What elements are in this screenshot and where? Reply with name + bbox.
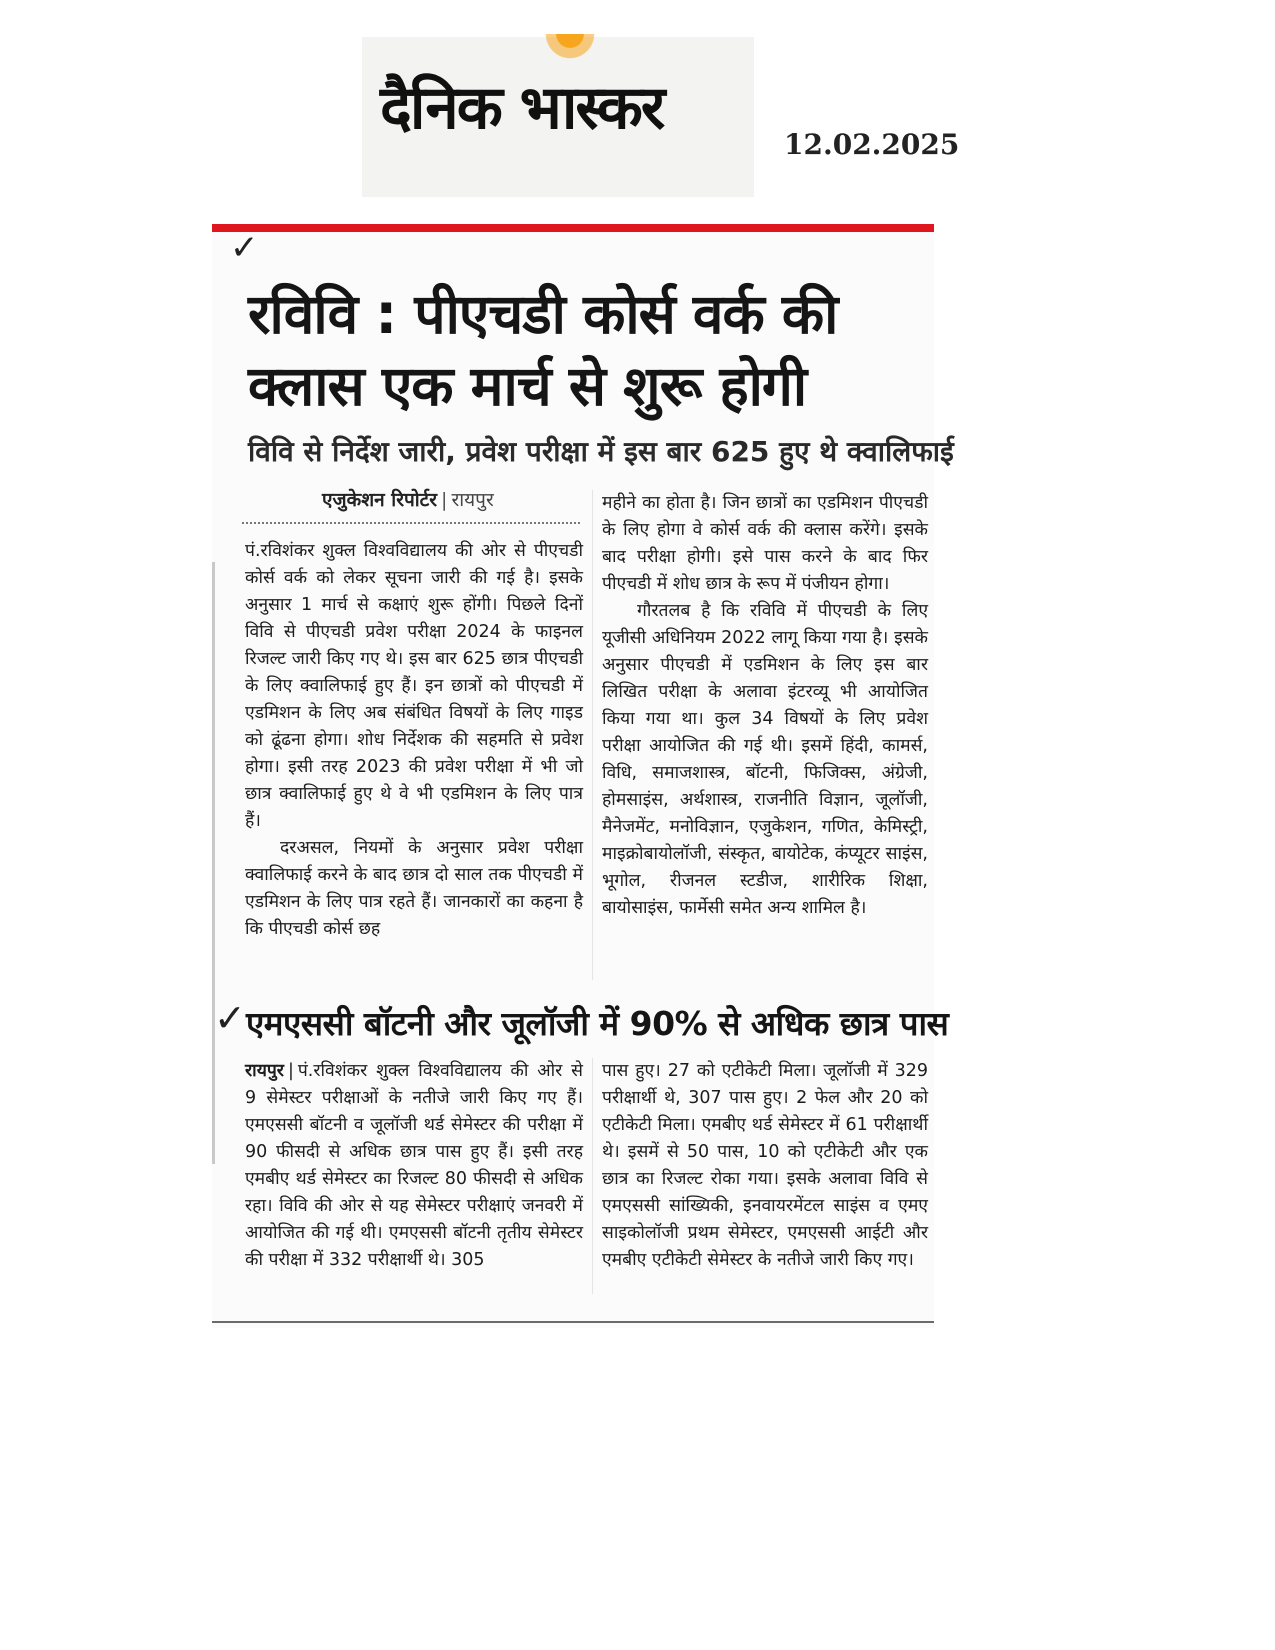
article1-subhead: विवि से निर्देश जारी, प्रवेश परीक्षा में इस बार 625 हुए थे क्वालिफाई: [248, 435, 954, 468]
article2-right-column: [602, 1058, 928, 1274]
article1-headline: रविवि : पीएचडी कोर्स वर्क की क्लास एक मार्च से शुरू होगी: [248, 282, 838, 418]
red-top-bar: [212, 224, 934, 232]
article1-paragraph: पं.रविशंकर शुक्ल विश्वविद्यालय की ओर से पीएचडी कोर्स वर्क को लेकर सूचना जारी की गई है। इसके अनुसार 1 मार्च से कक्षाएं शुरू होंगी। पिछले दिनों विवि से पीएचडी प्रवेश परीक्षा 2024 के फाइनल रिजल्ट जारी किए गए थे। इस बार 625 छात्र पीएचडी के लिए क्वालिफाई हुए हैं। इन छात्रों को पीएचडी में एडमिशन के लिए अब संबंधित विषयों के लिए गाइड को ढूंढना होगा। शोध निर्देशक की सहमति से प्रवेश होगा। इसी तरह 2023 की प्रवेश परीक्षा में भी जो छात्र क्वालिफाई हुए थे वे भी एडमिशन के लिए पात्र हैं।: [245, 541, 583, 831]
clipping-bottom-rule: [212, 1312, 934, 1328]
pen-tick-mark-icon: ✓: [230, 228, 259, 268]
pen-tick-mark-icon: ✓: [214, 996, 246, 1040]
publication-date: 12.02.2025: [784, 128, 960, 161]
article2-left-column: [245, 1058, 583, 1274]
column-divider: [592, 1058, 593, 1294]
column-divider: [592, 490, 593, 980]
article1-byline: [322, 486, 494, 512]
dateline-separator: |: [287, 1061, 294, 1081]
article2-dateline: [245, 1061, 298, 1081]
newspaper-clipping: [212, 224, 954, 1328]
article2-left-text: पं.रविशंकर शुक्ल विश्वविद्यालय की ओर से 9 सेमेस्टर परीक्षाओं के नतीजे जारी किए गए हैं। एमएससी बॉटनी व जूलॉजी थर्ड सेमेस्टर की परीक्षा में 90 फीसदी से अधिक छात्र पास हुए हैं। इसी तरह एमबीए थर्ड सेमेस्टर का रिजल्ट 80 फीसदी से अधिक रहा। विवि की ओर से यह सेमेस्टर परीक्षाएं जनवरी में आयोजित की गई थी। एमएससी बॉटनी तृतीय सेमेस्टर की परीक्षा में 332 परीक्षार्थी थे। 305: [245, 1061, 583, 1270]
byline-dotted-rule: [242, 522, 580, 524]
article2-paragraph: [245, 1058, 583, 1274]
article1-right-column: [602, 490, 928, 922]
byline-separator: |: [441, 489, 448, 511]
byline-city: रायपुर: [451, 489, 494, 511]
article1-paragraph: गौरतलब है कि रविवि में पीएचडी के लिए यूजीसी अधिनियम 2022 लागू किया गया है। इसके अनुसार पीएचडी में एडमिशन के लिए इस बार लिखित परीक्षा के अलावा इंटरव्यू भी आयोजित किया गया था। कुल 34 विषयों के लिए प्रवेश परीक्षा आयोजित की गई थी। इसमें हिंदी, कामर्स, विधि, समाजशास्त्र, बॉटनी, फिजिक्स, अंग्रेजी, होमसाइंस, अर्थशास्त्र, राजनीति विज्ञान, जूलॉजी, मैनेजमेंट, मनोविज्ञान, एजुकेशन, गणित, केमिस्ट्री, माइक्रोबायोलॉजी, संस्कृत, बायोटेक, कंप्यूटर साइंस, भूगोल, रीजनल स्टडीज, शारीरिक शिक्षा, बायोसाइंस, फार्मेसी समेत अन्य शामिल है।: [602, 601, 928, 918]
byline-author: एजुकेशन रिपोर्टर: [322, 489, 438, 511]
article1-paragraph: दरअसल, नियमों के अनुसार प्रवेश परीक्षा क्वालिफाई करने के बाद छात्र दो साल तक पीएचडी में एडमिशन के लिए पात्र रहते हैं। जानकारों का कहना है कि पीएचडी कोर्स छह: [245, 838, 583, 939]
article2-headline: एमएससी बॉटनी और जूलॉजी में 90% से अधिक छात्र पास: [246, 1004, 949, 1043]
article1-left-column: [245, 538, 583, 943]
dateline-city: रायपुर: [245, 1061, 284, 1081]
newspaper-logo: दैनिक भास्कर: [380, 73, 664, 143]
sun-logo-icon: [542, 34, 598, 62]
article1-paragraph: महीने का होता है। जिन छात्रों का एडमिशन पीएचडी के लिए होगा वे कोर्स वर्क की क्लास करेंगे। इसके बाद परीक्षा होगी। इसे पास करने के बाद फिर पीएचडी में शोध छात्र के रूप में पंजीयन होगा।: [602, 493, 928, 594]
article2-paragraph: पास हुए। 27 को एटीकेटी मिला। जूलॉजी में 329 परीक्षार्थी थे, 307 पास हुए। 2 फेल और 20 को एटीकेटी मिला। एमबीए थर्ड सेमेस्टर में 61 परीक्षार्थी थे। इसमें से 50 पास, 10 को एटीकेटी और एक छात्र का रिजल्ट रोका गया। इसके अलावा विवि से एमएससी सांख्यिकी, इनवायरमेंटल साइंस व एमए साइकोलॉजी प्रथम सेमेस्टर, एमएससी आईटी और एमबीए एटीकेटी सेमेस्टर के नतीजे जारी किए गए।: [602, 1061, 928, 1270]
clipping-edge-shadow: [212, 234, 215, 1328]
